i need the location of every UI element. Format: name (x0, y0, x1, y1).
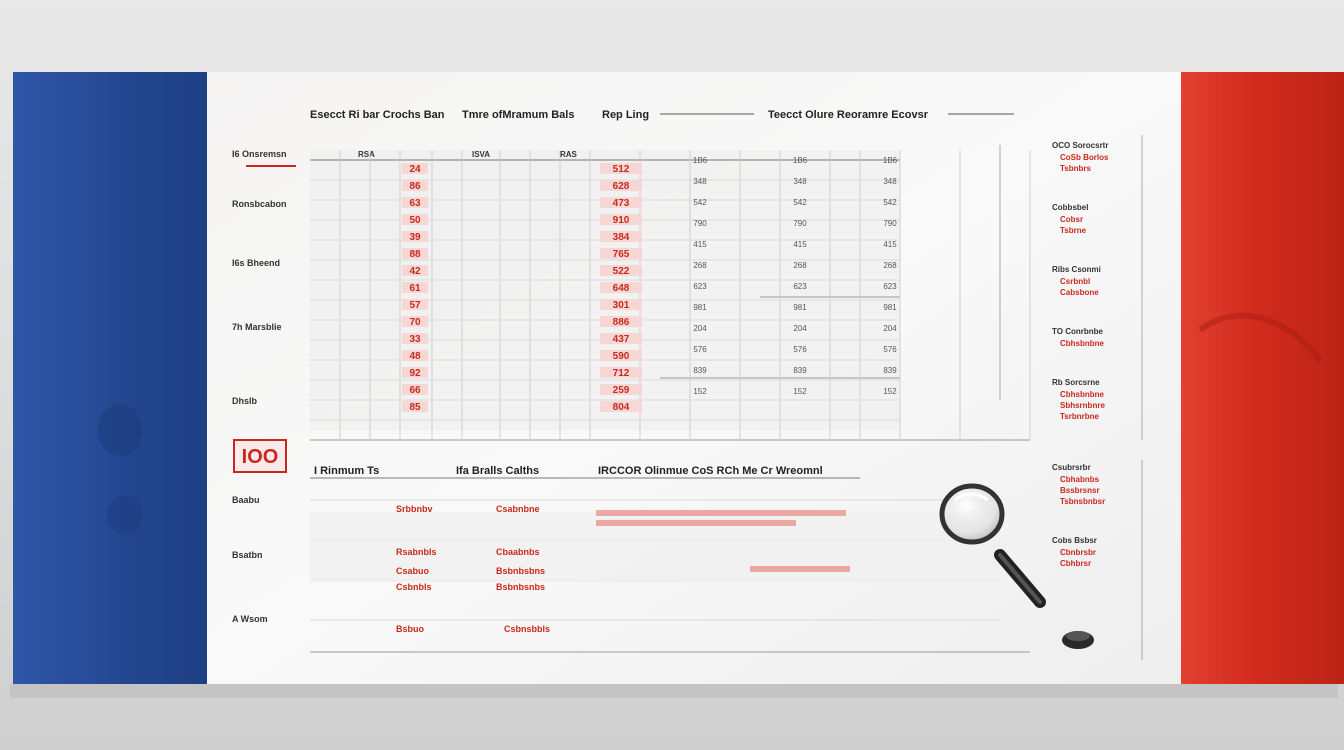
red-value-b: 259 (612, 385, 630, 396)
red-column-a (402, 163, 428, 413)
gray-value: 576 (883, 345, 897, 354)
note-line: Cbhsbnbne (1060, 390, 1104, 399)
note-line: Cobsr (1060, 215, 1084, 224)
blue-band (13, 72, 207, 684)
lower-row-label-1: Baabu (232, 495, 260, 505)
gray-value: 839 (883, 366, 897, 375)
gray-value: 839 (793, 366, 807, 375)
red-value-b: 804 (612, 402, 630, 413)
note-line: Sbhsrnbnre (1060, 401, 1105, 410)
red-value-a: 88 (409, 249, 421, 260)
red-value-a: 33 (409, 334, 421, 345)
header-top-mid: Tmre ofMramum Bals (462, 109, 575, 121)
note-line: Tsbrne (1060, 226, 1087, 235)
red-value-a: 57 (409, 300, 421, 311)
red-value-a: 70 (409, 317, 421, 328)
red-value-b: 512 (612, 164, 630, 175)
col-code-2: ISVA (472, 150, 491, 159)
gray-value: 268 (793, 261, 807, 270)
note-line: Cabsbone (1060, 288, 1099, 297)
gray-value: 152 (693, 387, 707, 396)
red-value-a: 61 (409, 283, 421, 294)
note-title: Csubrsrbr (1052, 463, 1091, 472)
col-code-3: RAS (560, 150, 577, 159)
gray-value: 204 (793, 324, 807, 333)
gray-value: 790 (883, 219, 897, 228)
gray-value: 981 (883, 303, 897, 312)
note-line: Cbhsbnbne (1060, 339, 1104, 348)
lower-value: Csabnbne (496, 504, 540, 514)
gray-value: 348 (883, 177, 897, 186)
gray-value: 790 (793, 219, 807, 228)
gray-value: 576 (793, 345, 807, 354)
header-top-tab: Rep Ling (602, 109, 650, 121)
red-column-b (600, 163, 642, 413)
note-line: Tsbnsbnbsr (1060, 497, 1106, 506)
lower-value: Csabuo (396, 566, 430, 576)
blue-emboss-2 (107, 495, 143, 535)
red-value-a: 86 (409, 181, 421, 192)
lower-row-label-3: A Wsom (232, 614, 268, 624)
red-value-b: 648 (612, 283, 630, 294)
lower-value: Rsabnbls (396, 547, 437, 557)
gray-value: 152 (883, 387, 897, 396)
header-bottom-right: IRCCOR Olinmue CoS RCh Me Cr Wreomnl (598, 465, 823, 477)
red-stripe (596, 510, 846, 516)
red-value-a: 66 (409, 385, 421, 396)
header-top-left: Esecct Ri bar Crochs Ban (310, 109, 445, 121)
red-stripe (750, 566, 850, 572)
red-value-b: 437 (612, 334, 630, 345)
gray-value: 415 (883, 240, 897, 249)
row-label-1: I6 Onsremsn (232, 149, 287, 159)
red-stripe (596, 520, 796, 526)
red-value-b: 590 (612, 351, 630, 362)
blue-emboss-1 (98, 404, 142, 456)
col-code-1: RSA (358, 150, 375, 159)
note-title: Rb Sorcsrne (1052, 378, 1100, 387)
gray-value: 204 (883, 324, 897, 333)
note-line: Cbhbrsr (1060, 559, 1092, 568)
note-line: Tsrbnrbne (1060, 412, 1099, 421)
red-band (1181, 72, 1344, 684)
note-title: TO Conrbnbe (1052, 327, 1103, 336)
note-title: Cobs Bsbsr (1052, 536, 1097, 545)
gray-value: 790 (693, 219, 707, 228)
gray-value: 623 (883, 282, 897, 291)
row-label-2: Ronsbcabon (232, 199, 287, 209)
note-line: Cbhabnbs (1060, 475, 1100, 484)
red-value-b: 712 (612, 368, 630, 379)
lower-row-label-2: Bsatbn (232, 550, 263, 560)
gray-value: 268 (883, 261, 897, 270)
badge (234, 440, 286, 472)
gray-value: 542 (883, 198, 897, 207)
row-label-5: Dhslb (232, 396, 258, 406)
red-value-a: 42 (409, 266, 421, 277)
lower-value: Csbnbls (396, 582, 432, 592)
note-line: CoSb Borlos (1060, 153, 1109, 162)
row-label-3: I6s Bheend (232, 258, 281, 268)
note-line: Bssbrsnsr (1060, 486, 1100, 495)
red-value-b: 384 (612, 232, 630, 243)
gray-value: 415 (693, 240, 707, 249)
gray-value: 623 (693, 282, 707, 291)
red-value-b: 765 (612, 249, 630, 260)
red-value-b: 910 (612, 215, 630, 226)
gray-value: 415 (793, 240, 807, 249)
lower-value: Csbnsbbls (504, 624, 551, 634)
red-value-b: 301 (612, 300, 630, 311)
gray-value: 542 (693, 198, 707, 207)
banner-shadow (10, 684, 1338, 698)
red-value-b: 628 (612, 181, 630, 192)
gray-value: 981 (793, 303, 807, 312)
gray-value: 1B6 (882, 156, 898, 165)
gray-value: 623 (793, 282, 807, 291)
lower-value: Bsbnbsnbs (496, 582, 546, 592)
row-label-4: 7h Marsblie (232, 322, 282, 332)
gray-value: 542 (793, 198, 807, 207)
header-top-right: Teecct Olure Reoramre Ecovsr (768, 109, 928, 121)
gray-value: 152 (793, 387, 807, 396)
lower-value: Srbbnbv (396, 504, 433, 514)
gray-value: 839 (693, 366, 707, 375)
red-value-b: 473 (612, 198, 630, 209)
gray-value: 348 (793, 177, 807, 186)
small-object-icon (1062, 631, 1094, 649)
gray-value: 348 (693, 177, 707, 186)
red-value-a: 39 (409, 232, 421, 243)
lower-value: Bsbuo (396, 624, 424, 634)
gray-value: 204 (693, 324, 707, 333)
header-bottom-mid: Ifa Bralls Calths (456, 465, 540, 477)
note-line: Csrbnbl (1060, 277, 1091, 286)
red-value-a: 85 (409, 402, 421, 413)
note-title: OCO Sorocsrtr (1052, 141, 1109, 150)
red-value-a: 48 (409, 351, 421, 362)
note-line: Cbnbrsbr (1060, 548, 1096, 557)
red-value-a: 92 (409, 368, 421, 379)
note-line: Tsbnbrs (1060, 164, 1091, 173)
red-value-a: 24 (409, 164, 421, 175)
red-value-a: 50 (409, 215, 421, 226)
red-value-b: 886 (612, 317, 630, 328)
note-title: Ribs Csonmi (1052, 265, 1101, 274)
gray-value: 1B6 (792, 156, 808, 165)
gray-value: 981 (693, 303, 707, 312)
header-bottom-left: I Rinmum Ts (314, 465, 380, 477)
gray-value: 268 (693, 261, 707, 270)
red-value-a: 63 (409, 198, 421, 209)
gray-value: 576 (693, 345, 707, 354)
gray-value: 1B6 (692, 156, 708, 165)
note-title: Cobbsbel (1052, 203, 1089, 212)
lower-value: Bsbnbsbns (496, 566, 546, 576)
lower-value: Cbaabnbs (496, 547, 540, 557)
badge-text: IOO (241, 446, 279, 468)
red-value-b: 522 (612, 266, 630, 277)
